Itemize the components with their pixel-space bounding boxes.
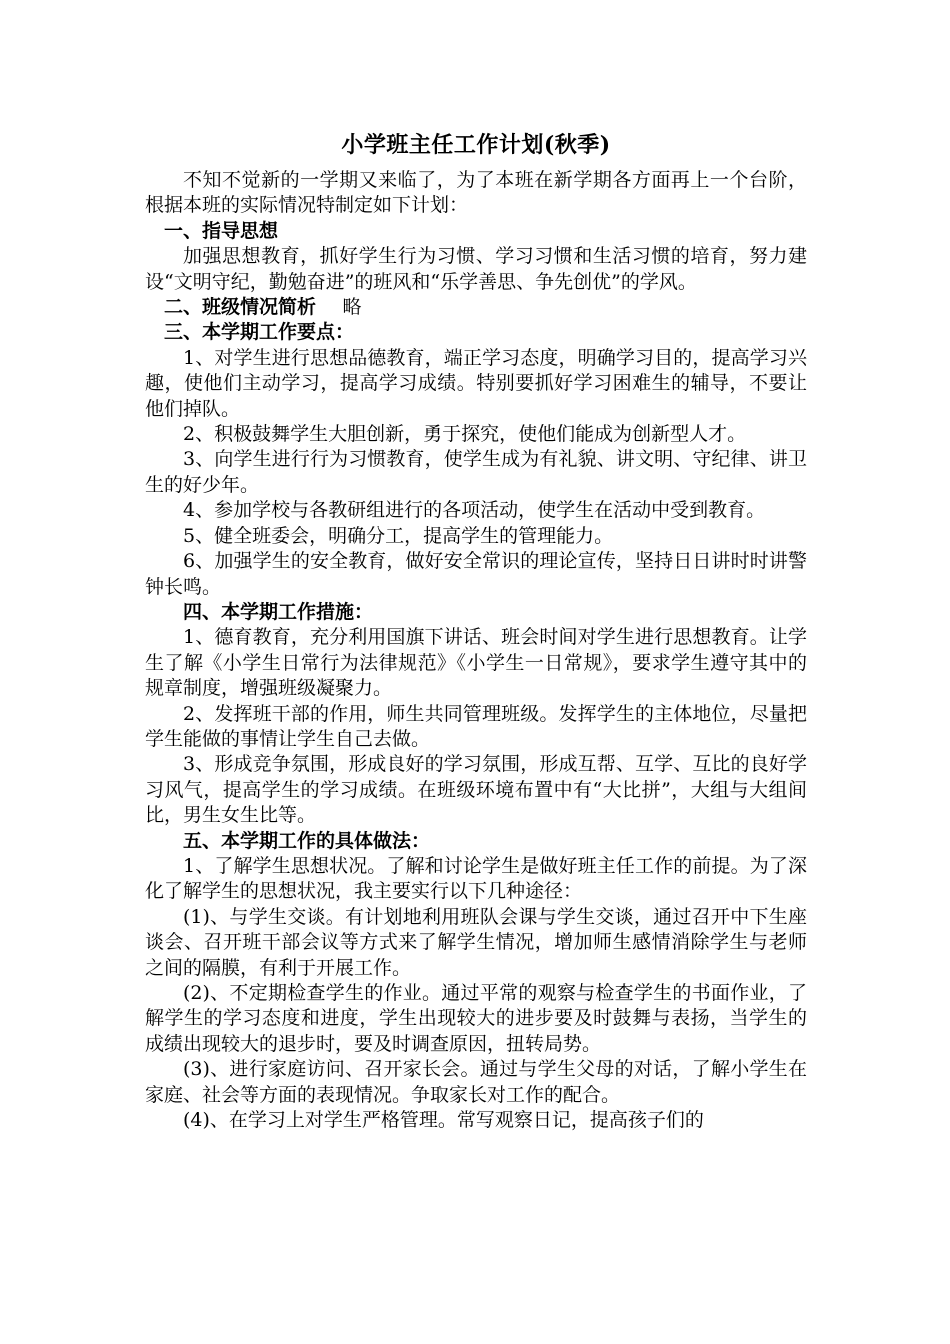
section3-item: 3、向学生进行行为习惯教育，使学生成为有礼貌、讲文明、守纪律、讲卫生的好少年。: [145, 448, 807, 496]
section3-item: 6、加强学生的安全教育，做好安全常识的理论宣传，坚持日日讲时时讲警钟长鸣。: [145, 550, 807, 598]
section3-item: 5、健全班委会，明确分工，提高学生的管理能力。: [183, 524, 614, 547]
section2-heading: [145, 295, 807, 320]
section3-heading: 三、本学期工作要点：: [164, 321, 355, 344]
section2-note: 略: [342, 296, 362, 319]
section5-item: (4)、在学习上对学生严格管理。常写观察日记，提高孩子们的: [183, 1109, 704, 1132]
section3-item: 1、对学生进行思想品德教育，端正学习态度，明确学习目的，提高学习兴趣，使他们主动学习，提高学习成绩。特别要抓好学习困难生的辅导，不要让他们掉队。: [145, 346, 807, 420]
section5-item: (1)、与学生交谈。有计划地利用班队会课与学生交谈，通过召开中下生座谈会、召开班干部会议等方式来了解学生情况，增加师生感情消除学生与老师之间的隔膜，有利于开展工作。: [145, 905, 807, 979]
intro-paragraph: 不知不觉新的一学期又来临了，为了本班在新学期各方面再上一个台阶，根据本班的实际情况特制定如下计划：: [145, 169, 807, 217]
section4-item: 2、发挥班干部的作用，师生共同管理班级。发挥学生的主体地位，尽量把学生能做的事情让学生自己去做。: [145, 702, 807, 750]
section4-item: 3、形成竞争氛围，形成良好的学习氛围，形成互帮、互学、互比的良好学习风气，提高学生的学习成绩。在班级环境布置中有“大比拼”，大组与大组间比，男生女生比等。: [145, 753, 807, 827]
section5-item: (3)、进行家庭访问、召开家长会。通过与学生父母的对话，了解小学生在家庭、社会等方面的表现情况。争取家长对工作的配合。: [145, 1058, 807, 1106]
document-title: 小学班主任工作计划(秋季): [341, 132, 611, 158]
section5-item: (2)、不定期检查学生的作业。通过平常的观察与检查学生的书面作业，了解学生的学习态度和进度，学生出现较大的进步要及时鼓舞与表扬，当学生的成绩出现较大的退步时，要及时调查原因，扭转局势。: [145, 982, 807, 1055]
section3-item: 4、参加学校与各教研组进行的各项活动，使学生在活动中受到教育。: [183, 499, 766, 522]
section5-item: 1、了解学生思想状况。了解和讨论学生是做好班主任工作的前提。为了深化了解学生的思想状况，我主要实行以下几种途径：: [145, 854, 807, 903]
section3-item: 2、积极鼓舞学生大胆创新，勇于探究，使他们能成为创新型人才。: [183, 423, 747, 446]
section1-paragraph: 加强思想教育，抓好学生行为习惯、学习习惯和生活习惯的培育，努力建设“文明守纪，勤勉奋进”的班风和“乐学善思、争先创优”的学风。: [145, 245, 807, 293]
section4-item: 1、德育教育，充分利用国旗下讲话、班会时间对学生进行思想教育。让学生了解《小学生日常行为法律规范》《小学生一日常规》，要求学生遵守其中的规章制度，增强班级凝聚力。: [145, 626, 807, 700]
section2-heading-text: 二、班级情况简析: [164, 296, 317, 319]
document-page: [145, 130, 807, 1133]
section5-heading: 五、本学期工作的具体做法：: [183, 829, 431, 852]
section1-heading: 一、指导思想: [164, 219, 279, 242]
section4-heading: 四、本学期工作措施：: [183, 600, 374, 623]
